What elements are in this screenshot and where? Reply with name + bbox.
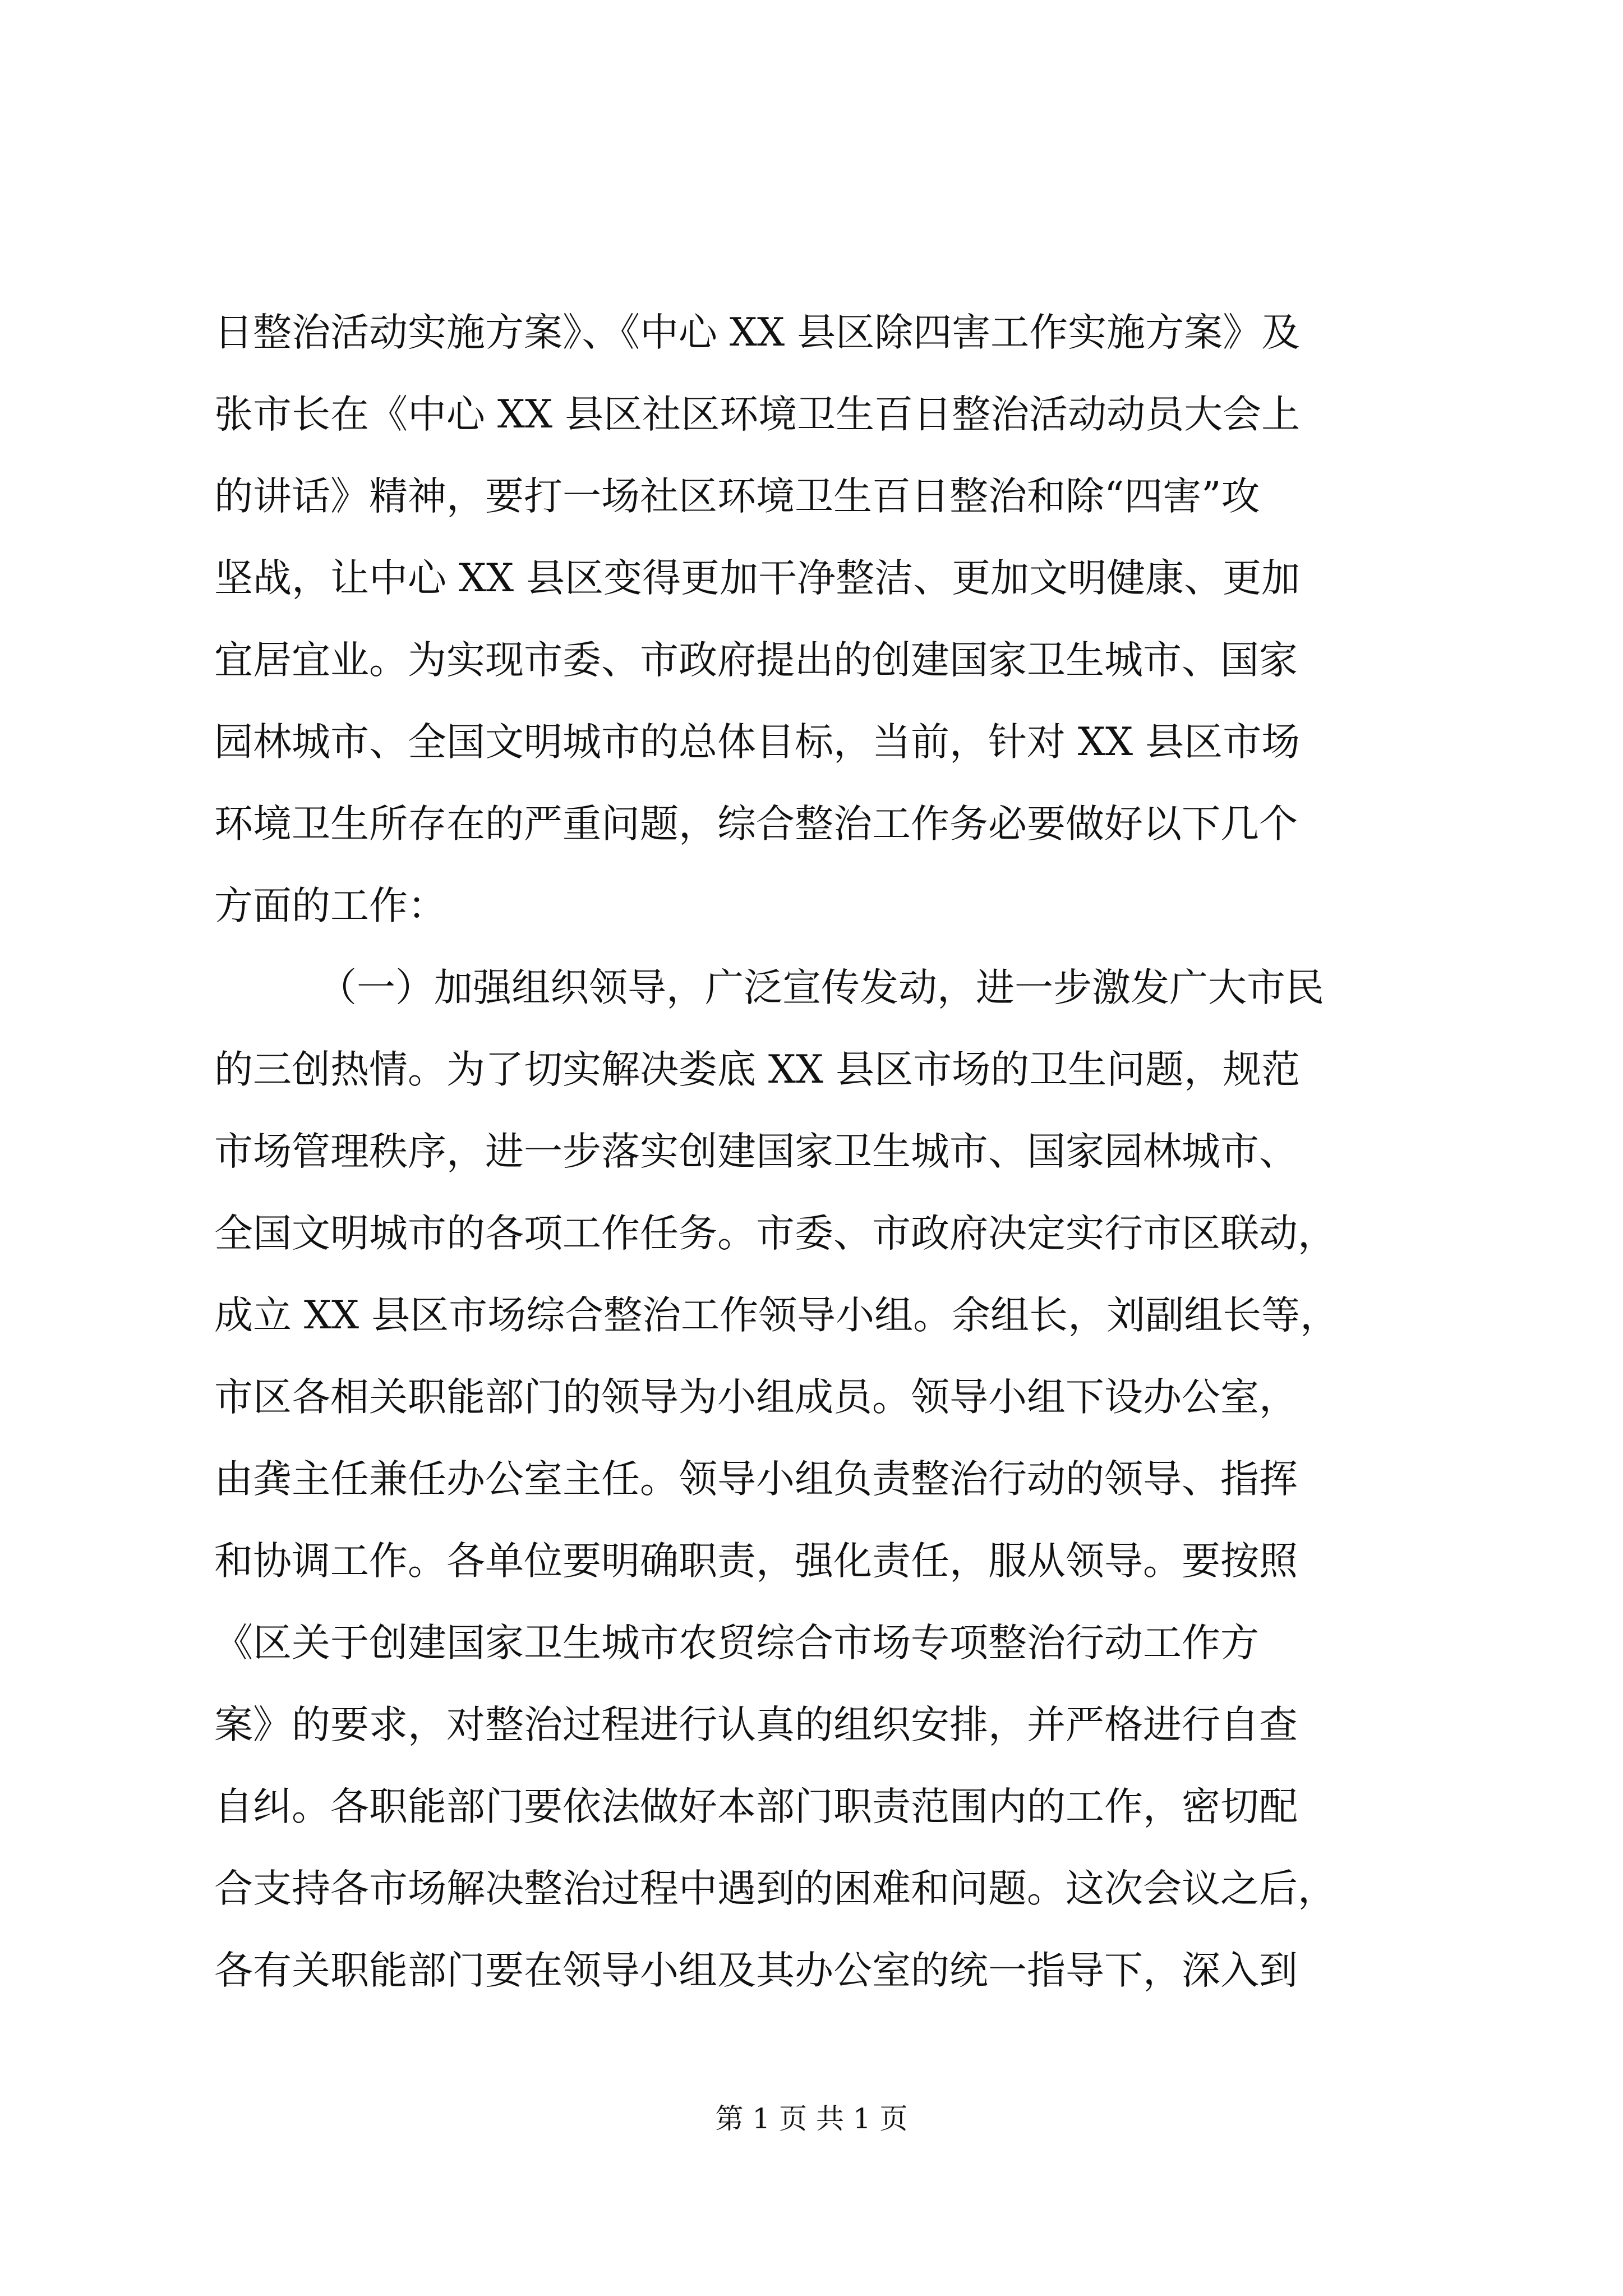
paragraph-heading-line: （一）加强组织领导，广泛宣传发动，进一步激发广大市民 xyxy=(318,965,1324,1010)
text-line: 全国文明城市的各项工作任务。市委、市政府决定实行市区联动， xyxy=(214,1211,1336,1256)
text-line: 合支持各市场解决整治过程中遇到的困难和问题。这次会议之后， xyxy=(214,1866,1336,1911)
text-line: 《区关于创建国家卫生城市农贸综合市场专项整治行动工作方 xyxy=(214,1621,1259,1665)
text-line: 坚战，让中心 XX 县区变得更加干净整洁、更加文明健康、更加 xyxy=(214,556,1301,601)
page-footer xyxy=(0,2101,1623,2137)
text-line: 市区各相关职能部门的领导为小组成员。领导小组下设办公室， xyxy=(214,1375,1298,1420)
text-line: 环境卫生所存在的严重问题，综合整治工作务必要做好以下几个 xyxy=(214,802,1298,846)
text-line: 各有关职能部门要在领导小组及其办公室的统一指导下，深入到 xyxy=(214,1948,1298,1993)
text-line: 张市长在《中心 XX 县区社区环境卫生百日整治活动动员大会上 xyxy=(214,392,1301,437)
document-body xyxy=(214,292,1426,2012)
text-line: 自纠。各职能部门要依法做好本部门职责范围内的工作，密切配 xyxy=(214,1784,1298,1829)
text-line: 宜居宜业。为实现市委、市政府提出的创建国家卫生城市、国家 xyxy=(214,638,1298,683)
text-line: 园林城市、全国文明城市的总体目标，当前，针对 XX 县区市场 xyxy=(214,720,1301,765)
text-line: 的讲话》精神，要打一场社区环境卫生百日整治和除“四害”攻 xyxy=(214,474,1260,519)
text-line: 案》的要求，对整治过程进行认真的组织安排，并严格进行自查 xyxy=(214,1703,1298,1747)
text-line: 市场管理秩序，进一步落实创建国家卫生城市、国家园林城市、 xyxy=(214,1129,1298,1174)
text-line: 方面的工作： xyxy=(214,884,446,928)
page-number-label: 第 1 页 共 1 页 xyxy=(715,2102,908,2135)
text-line: 成立 XX 县区市场综合整治工作领导小组。余组长，刘副组长等， xyxy=(214,1293,1339,1338)
text-line: 的三创热情。为了切实解决娄底 XX 县区市场的卫生问题，规范 xyxy=(214,1047,1301,1092)
text-line: 由龚主任兼任办公室主任。领导小组负责整治行动的领导、指挥 xyxy=(214,1457,1298,1502)
text-line: 和协调工作。各单位要明确职责，强化责任，服从领导。要按照 xyxy=(214,1539,1298,1584)
text-line: 日整治活动实施方案》、《中心 XX 县区除四害工作实施方案》及 xyxy=(214,310,1301,355)
